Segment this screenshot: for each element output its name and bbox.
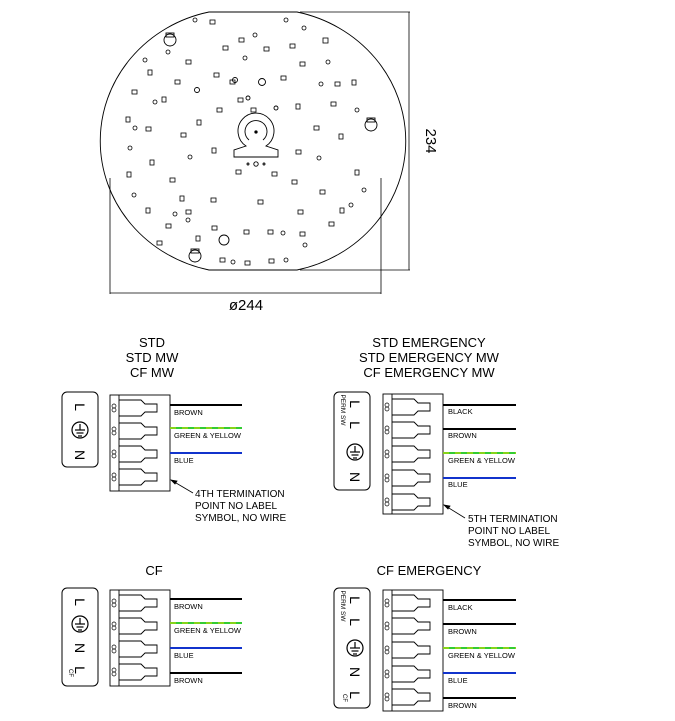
std-live-label: L	[72, 403, 88, 411]
std-emergency-note-leader	[444, 505, 465, 518]
svg-text:BROWN: BROWN	[174, 602, 203, 611]
svg-text:BLUE: BLUE	[448, 480, 468, 489]
std-note	[195, 489, 286, 524]
cf-emergency-live-sw-label: L	[347, 596, 363, 604]
cf-neutral-label: N	[72, 642, 88, 654]
plate-outline	[100, 12, 405, 270]
cf-emergency-live-label: L	[347, 618, 363, 626]
svg-text:BLUE: BLUE	[448, 676, 468, 685]
std-terminal-block	[110, 395, 170, 491]
diameter-dimension-label: ø244	[228, 297, 264, 314]
svg-text:POINT NO LABEL: POINT NO LABEL	[468, 526, 551, 537]
svg-text:GREEN & YELLOW: GREEN & YELLOW	[174, 431, 241, 440]
svg-text:GREEN & YELLOW: GREEN & YELLOW	[174, 626, 241, 635]
std-emergency-live-sw-label: L	[347, 400, 363, 408]
svg-text:STD EMERGENCY: STD EMERGENCY	[372, 335, 486, 350]
cf-emergency-wire-labels	[448, 603, 516, 710]
svg-text:BROWN: BROWN	[448, 431, 477, 440]
std-emergency-live-label: L	[347, 421, 363, 429]
cf-earth-icon	[72, 616, 88, 632]
svg-text:GREEN & YELLOW: GREEN & YELLOW	[448, 456, 515, 465]
keyhole-slot-bottom-left	[189, 249, 201, 262]
svg-text:BLACK: BLACK	[448, 407, 473, 416]
cf-emergency-title: CF EMERGENCY	[376, 563, 482, 578]
height-dimension-label: 234	[422, 128, 439, 154]
std-emergency-neutral-label: N	[347, 471, 363, 483]
gear-plate	[100, 12, 405, 270]
svg-text:POINT NO LABEL: POINT NO LABEL	[195, 501, 278, 512]
std-emergency-earth-icon	[347, 444, 363, 460]
svg-text:4TH TERMINATION: 4TH TERMINATION	[195, 489, 285, 500]
svg-text:5TH TERMINATION: 5TH TERMINATION	[468, 514, 558, 525]
cf-emergency-live-cf-label: L	[347, 691, 363, 699]
svg-text:GREEN & YELLOW: GREEN & YELLOW	[448, 651, 515, 660]
std-terminal-cells	[119, 400, 157, 485]
svg-text:BROWN: BROWN	[448, 627, 477, 636]
cf-terminal-block	[110, 590, 170, 686]
std-earth-icon	[72, 422, 88, 438]
dimension-diameter	[110, 178, 381, 294]
cf-cf-sub-label: CF	[67, 669, 73, 677]
svg-text:BROWN: BROWN	[174, 676, 203, 685]
cf-live-cf-label: L	[72, 666, 88, 674]
std-emergency-terminal-block	[383, 394, 443, 514]
svg-text:CF MW: CF MW	[129, 365, 175, 380]
svg-text:STD MW: STD MW	[125, 350, 179, 365]
cf-emergency-earth-icon	[347, 640, 363, 656]
vent-holes	[128, 18, 366, 264]
std-neutral-label: N	[72, 449, 88, 461]
svg-text:BLUE: BLUE	[174, 456, 194, 465]
svg-text:BLACK: BLACK	[448, 603, 473, 612]
svg-text:BROWN: BROWN	[448, 701, 477, 710]
svg-text:SYMBOL, NO WIRE: SYMBOL, NO WIRE	[468, 538, 560, 549]
keyhole-slot-right	[365, 118, 377, 131]
svg-text:STD EMERGENCY MW: STD EMERGENCY MW	[359, 350, 499, 365]
svg-text:BLUE: BLUE	[174, 651, 194, 660]
svg-text:BROWN: BROWN	[174, 408, 203, 417]
svg-text:CF EMERGENCY MW: CF EMERGENCY MW	[363, 365, 495, 380]
std-emergency-note	[468, 514, 559, 549]
cf-emergency-neutral-label: N	[347, 666, 363, 678]
std-title	[126, 335, 179, 380]
keyhole-slot-top-left	[164, 33, 176, 46]
cf-emergency-cf-sub-label: CF	[341, 694, 347, 702]
svg-text:STD: STD	[139, 335, 165, 350]
cf-emergency-perm-sw-label: PERM SW	[339, 590, 346, 622]
cf-live-label: L	[72, 598, 88, 606]
cf-emergency-terminal-block	[383, 590, 443, 711]
std-wire-labels	[174, 408, 242, 465]
std-emergency-title	[359, 335, 500, 380]
cf-title: CF	[145, 563, 163, 578]
dimension-height	[300, 12, 410, 270]
center-cutout	[234, 113, 278, 157]
std-emergency-perm-sw-label: PERM SW	[339, 394, 346, 426]
std-note-leader	[171, 480, 193, 493]
svg-text:SYMBOL, NO WIRE: SYMBOL, NO WIRE	[195, 513, 287, 524]
std-emergency-wire-labels	[448, 407, 516, 489]
